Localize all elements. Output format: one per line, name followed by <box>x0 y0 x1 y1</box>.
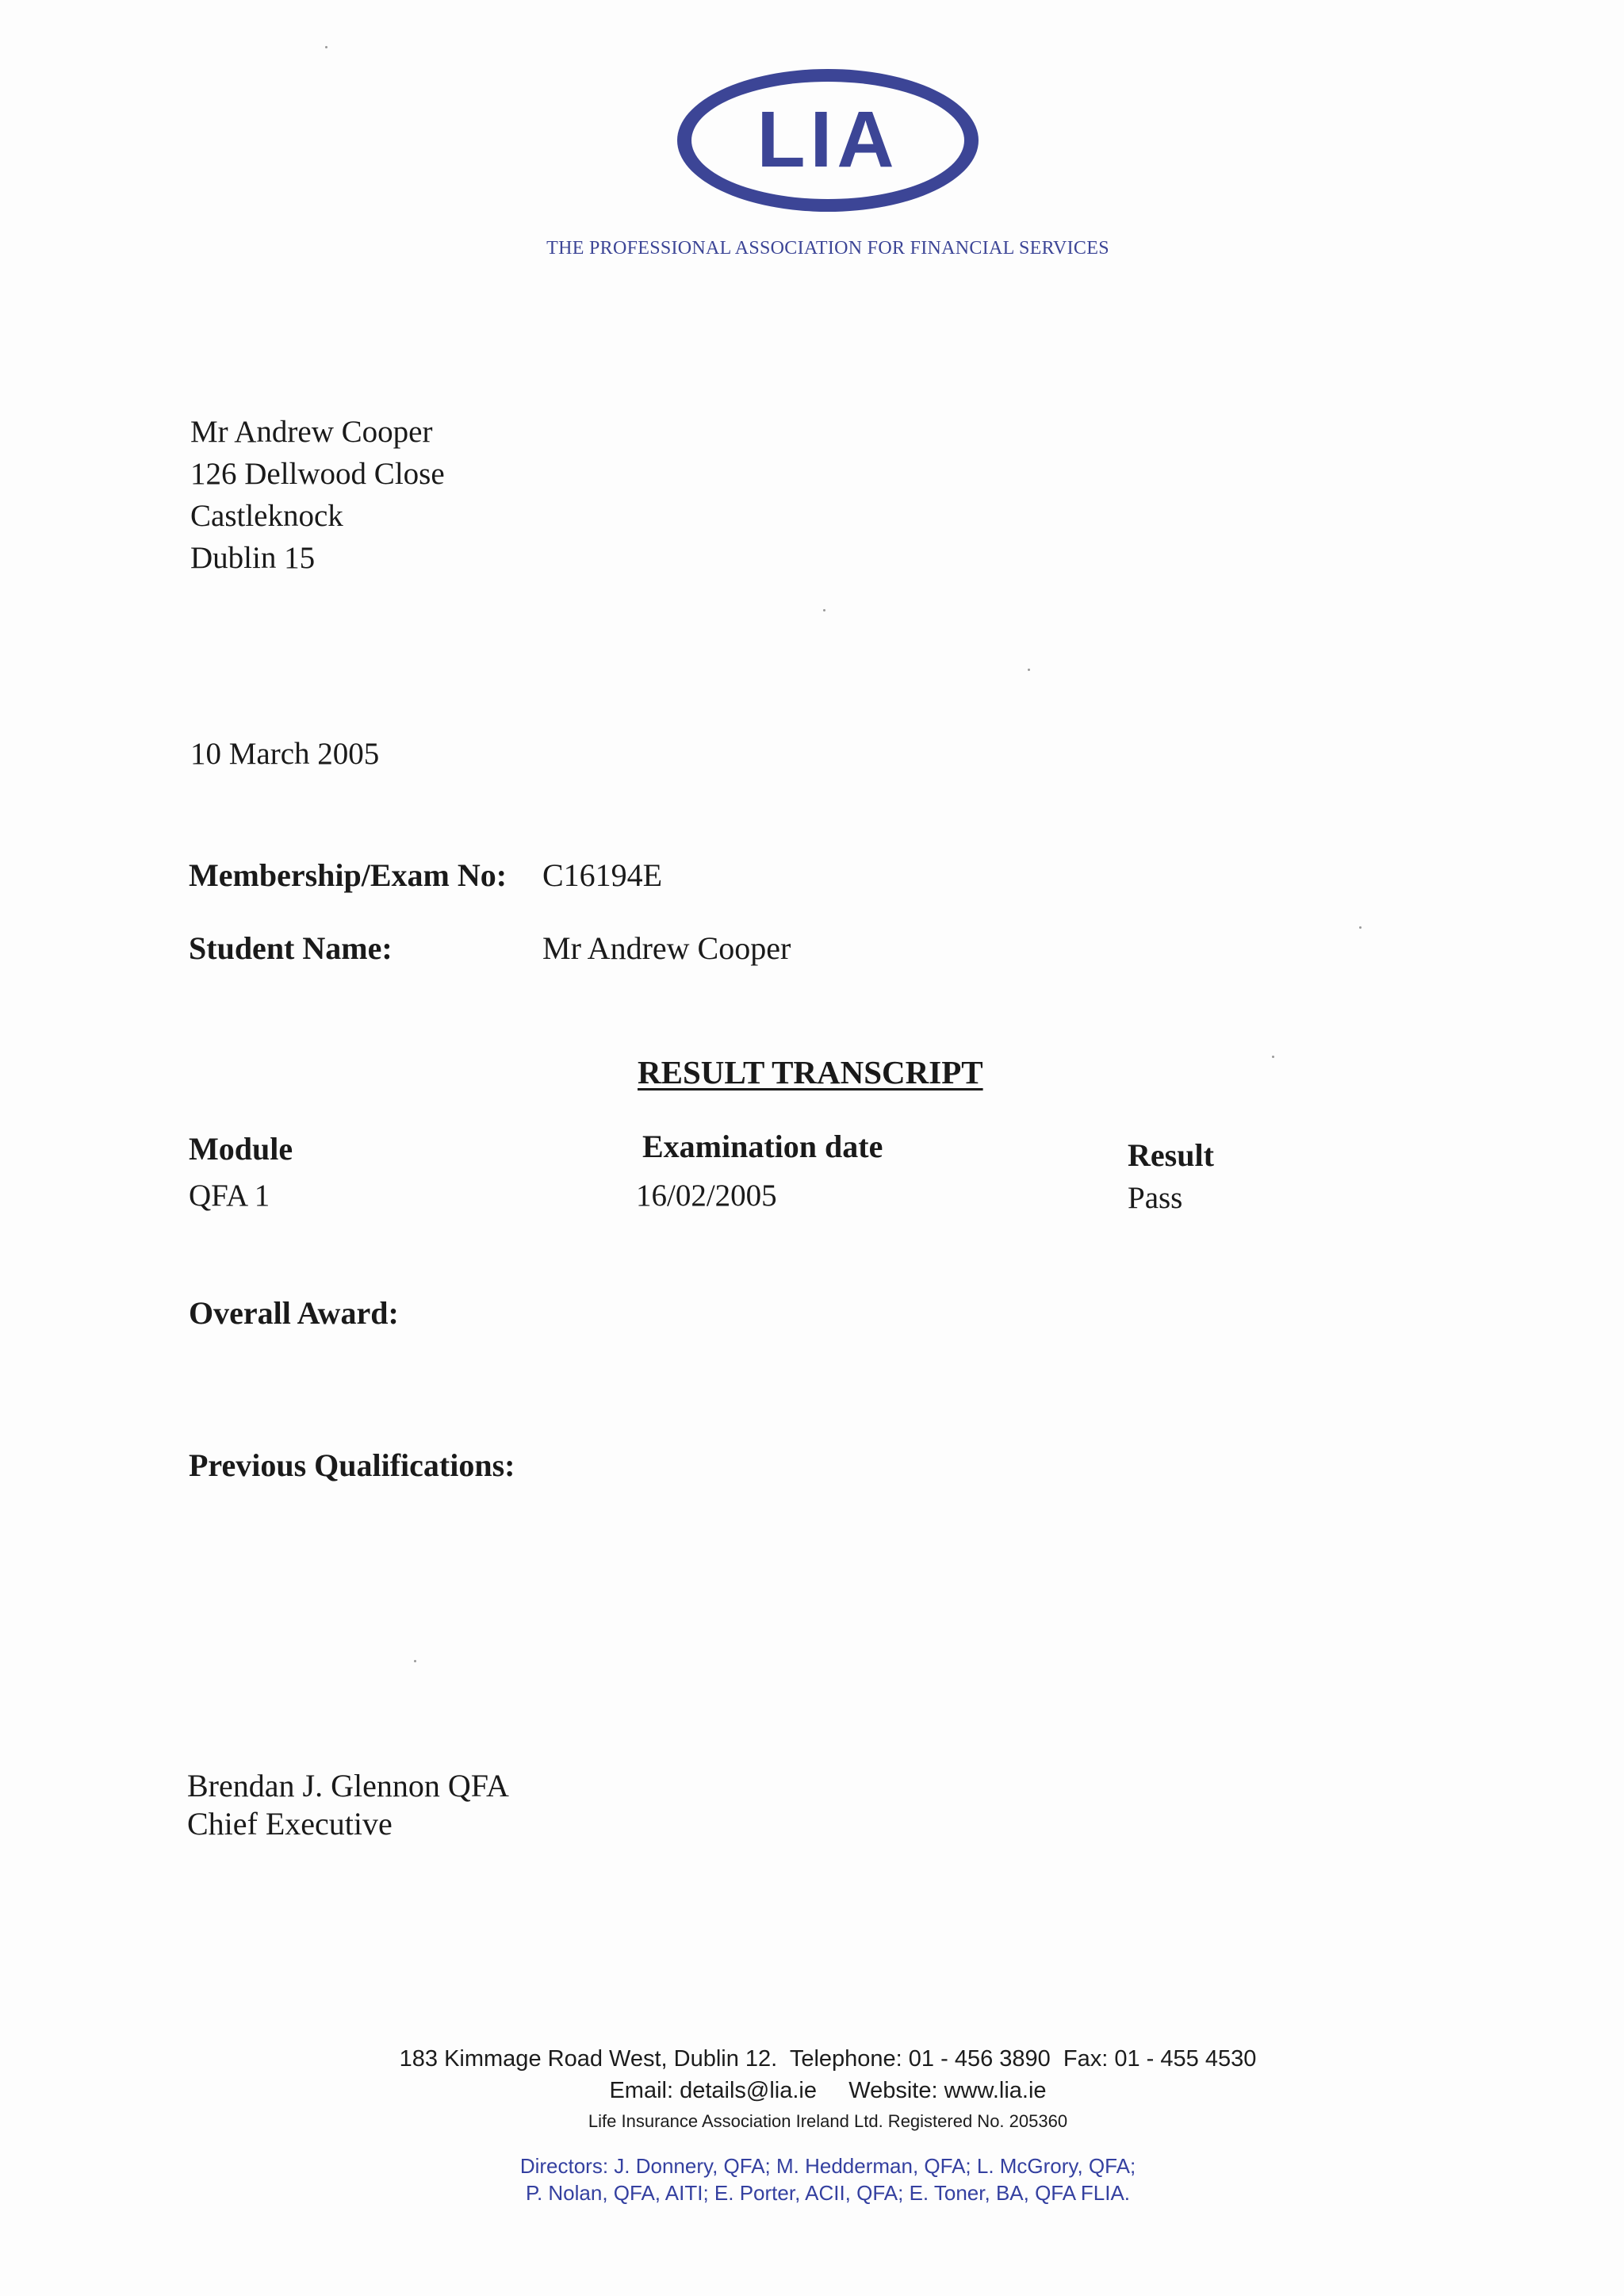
table-cell-exam-date: 16/02/2005 <box>636 1179 777 1213</box>
column-header-result: Result <box>1128 1137 1214 1173</box>
svg-text:LIA: LIA <box>756 95 899 184</box>
signatory-title: Chief Executive <box>187 1806 393 1842</box>
scan-speck <box>414 1660 416 1662</box>
letter-date: 10 March 2005 <box>190 737 380 771</box>
student-name-label: Student Name: <box>189 930 393 966</box>
student-name-value: Mr Andrew Cooper <box>542 930 791 966</box>
signatory-name: Brendan J. Glennon QFA <box>187 1768 509 1803</box>
overall-award-label: Overall Award: <box>189 1295 399 1331</box>
footer-contact: Email: details@lia.ie Website: www.lia.ie <box>609 2078 1047 2103</box>
table-cell-module: QFA 1 <box>189 1179 270 1213</box>
transcript-heading: RESULT TRANSCRIPT <box>638 1054 983 1091</box>
footer-address: 183 Kimmage Road West, Dublin 12. Telephone: 01 - 456 3890 Fax: 01 - 455 4530 <box>399 2046 1257 2072</box>
scan-speck <box>1028 669 1030 671</box>
membership-label: Membership/Exam No: <box>189 857 508 893</box>
footer-directors-line1: Directors: J. Donnery, QFA; M. Hedderman, QFA; L. McGrory, QFA; <box>519 2154 1136 2178</box>
scan-speck <box>823 609 825 611</box>
table-cell-result: Pass <box>1128 1181 1183 1215</box>
previous-qualifications-label: Previous Qualifications: <box>189 1447 515 1483</box>
scan-speck <box>1272 1056 1274 1058</box>
recipient-address-line2: Castleknock <box>190 499 343 533</box>
recipient-name: Mr Andrew Cooper <box>190 415 433 449</box>
footer-registration: Life Insurance Association Ireland Ltd. Registered No. 205360 <box>588 2111 1068 2131</box>
scan-speck <box>325 46 327 48</box>
membership-value: C16194E <box>542 857 663 893</box>
scan-speck <box>1359 926 1362 929</box>
letterhead-tagline: THE PROFESSIONAL ASSOCIATION FOR FINANCIAL SERVICES <box>546 238 1109 259</box>
recipient-address-line3: Dublin 15 <box>190 541 316 575</box>
column-header-exam-date: Examination date <box>642 1129 883 1164</box>
recipient-address-line1: 126 Dellwood Close <box>190 457 445 491</box>
footer-directors-line2: P. Nolan, QFA, AITI; E. Porter, ACII, QFA; E. Toner, BA, QFA FLIA. <box>525 2181 1131 2205</box>
column-header-module: Module <box>189 1131 293 1167</box>
lia-logo <box>674 65 982 216</box>
